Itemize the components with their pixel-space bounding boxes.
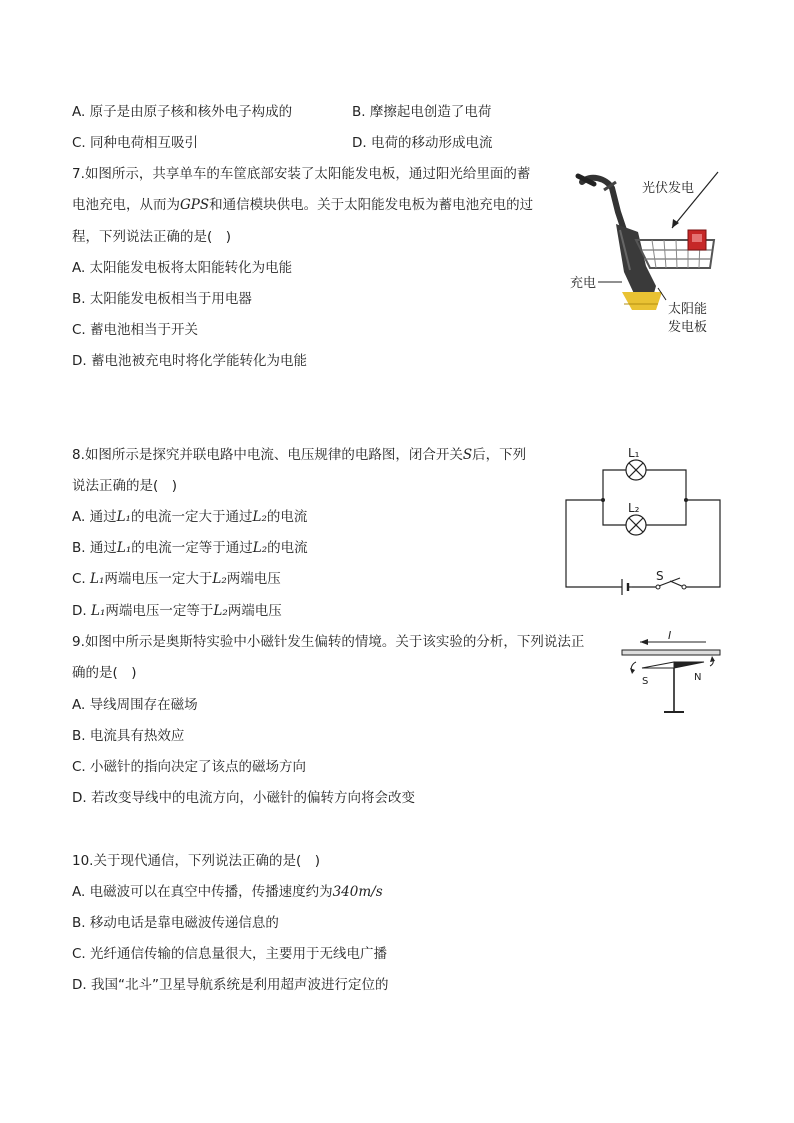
q10-option-a: A. 电磁波可以在真空中传播，传播速度约为340m/s [72, 884, 383, 900]
q7-stem-line3: 程，下列说法正确的是( ) [72, 229, 232, 245]
q7-label-panel-line1: 太阳能 [668, 302, 708, 317]
q7-option-b: B. 太阳能发电板相当于用电器 [72, 291, 252, 307]
q8-lamp-l2-label: L₂ [628, 501, 640, 515]
q10-option-d: D. 我国“北斗”卫星导航系统是利用超声波进行定位的 [72, 977, 389, 993]
q6-option-d: D. 电荷的移动形成电流 [352, 135, 493, 151]
q10-option-c: C. 光纤通信传输的信息量很大，主要用于无线电广播 [72, 946, 388, 962]
q6-option-b: B. 摩擦起电创造了电荷 [352, 104, 492, 120]
q9-stem-line2: 确的是( ) [72, 665, 137, 681]
q7-option-c: C. 蓄电池相当于开关 [72, 322, 199, 338]
q7-label-pv: 光伏发电 [642, 181, 695, 196]
q7-label-panel-line2: 发电板 [668, 320, 708, 335]
q8-stem-line2: 说法正确的是( ) [72, 478, 178, 494]
q8-stem-line1: 8.如图所示是探究并联电路中电流、电压规律的电路图，闭合开关S后，下列 [72, 447, 527, 463]
q8-option-d: D. L₁两端电压一定等于L₂两端电压 [72, 603, 282, 619]
q9-current-label: I [668, 629, 672, 642]
q9-north-label: N [694, 672, 702, 683]
q7-stem-line2: 电池充电，从而为GPS和通信模块供电。关于太阳能发电板为蓄电池充电的过 [72, 197, 534, 213]
q9-south-label: S [642, 676, 649, 687]
q7-bike-basket-figure [560, 160, 730, 340]
q8-option-a: A. 通过L₁的电流一定大于通过L₂的电流 [72, 509, 308, 525]
q8-option-b: B. 通过L₁的电流一定等于通过L₂的电流 [72, 540, 308, 556]
q9-option-d: D. 若改变导线中的电流方向，小磁针的偏转方向将会改变 [72, 790, 415, 806]
q9-option-b: B. 电流具有热效应 [72, 728, 185, 744]
q10-stem: 10.关于现代通信，下列说法正确的是( ) [72, 853, 321, 869]
q7-option-a: A. 太阳能发电板将太阳能转化为电能 [72, 260, 293, 276]
q9-option-c: C. 小磁针的指向决定了该点的磁场方向 [72, 759, 307, 775]
q8-lamp-l1-label: L₁ [628, 446, 640, 460]
q7-label-charge: 充电 [570, 276, 597, 291]
q8-option-c: C. L₁两端电压一定大于L₂两端电压 [72, 571, 281, 587]
q6-option-a: A. 原子是由原子核和核外电子构成的 [72, 104, 293, 120]
q9-stem-line1: 9.如图中所示是奥斯特实验中小磁针发生偏转的情境。关于该实验的分析，下列说法正 [72, 634, 585, 650]
q9-oersted-figure [618, 628, 726, 720]
q8-circuit-figure [560, 440, 730, 600]
q10-option-b: B. 移动电话是靠电磁波传递信息的 [72, 915, 279, 931]
q8-switch-label: S [656, 569, 664, 583]
q7-option-d: D. 蓄电池被充电时将化学能转化为电能 [72, 353, 307, 369]
q9-option-a: A. 导线周围存在磁场 [72, 697, 198, 713]
q6-option-c: C. 同种电荷相互吸引 [72, 135, 199, 151]
q7-stem-line1: 7.如图所示，共享单车的车筐底部安装了太阳能发电板，通过阳光给里面的蓄 [72, 166, 531, 182]
